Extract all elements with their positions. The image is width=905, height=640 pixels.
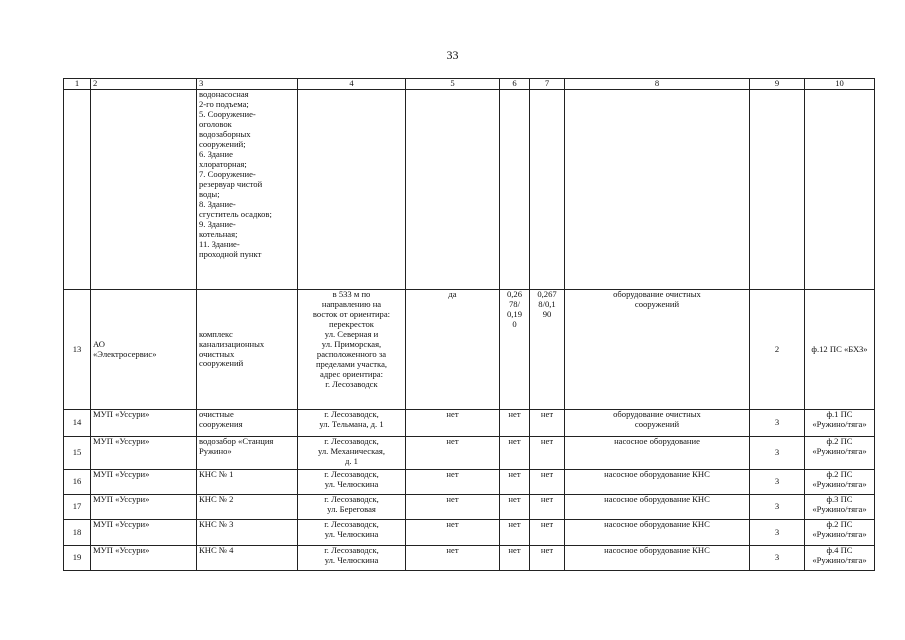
object-cell: КНС № 4 (197, 546, 298, 571)
feeder-cell: ф.3 ПС «Ружино/тяга» (805, 495, 875, 520)
value-cell: нет (500, 546, 530, 571)
object-cell: водозабор «Станция Ружино» (197, 437, 298, 470)
owner-cell: МУП «Уссури» (91, 470, 197, 495)
column-number-row (64, 79, 875, 90)
flag-cell: нет (406, 410, 500, 437)
value-cell: нет (530, 410, 565, 437)
category-cell: 2 (750, 290, 805, 410)
equipment-cell: насосное оборудование (565, 437, 750, 470)
flag-cell: да (406, 290, 500, 410)
row-number: 13 (64, 290, 91, 410)
equipment-cell: оборудование очистных сооружений (565, 290, 750, 410)
value-cell: нет (530, 520, 565, 546)
value-cell: 0,267 8/0,1 90 (530, 290, 565, 410)
column-number: 2 (91, 79, 197, 90)
column-number: 8 (565, 79, 750, 90)
category-cell: 3 (750, 410, 805, 437)
flag-cell: нет (406, 520, 500, 546)
table-row (64, 546, 875, 571)
address-cell: г. Лесозаводск, ул. Челюскина (298, 470, 406, 495)
address-cell: г. Лесозаводск, ул. Механическая, д. 1 (298, 437, 406, 470)
value-cell: нет (530, 470, 565, 495)
column-number: 3 (197, 79, 298, 90)
flag-cell: нет (406, 470, 500, 495)
address-cell: г. Лесозаводск, ул. Челюскина (298, 520, 406, 546)
table-row (64, 290, 875, 410)
value-cell: нет (530, 495, 565, 520)
equipment-cell: насосное оборудование КНС (565, 495, 750, 520)
column-number: 5 (406, 79, 500, 90)
feeder-cell: ф.2 ПС «Ружино/тяга» (805, 520, 875, 546)
value-cell: нет (500, 520, 530, 546)
table-row (64, 470, 875, 495)
equipment-cell: насосное оборудование КНС (565, 546, 750, 571)
value-cell: нет (500, 410, 530, 437)
row-number: 18 (64, 520, 91, 546)
table-row (64, 437, 875, 470)
table-row (64, 410, 875, 437)
continuation-row (64, 90, 875, 290)
category-cell: 3 (750, 437, 805, 470)
value-cell: нет (500, 495, 530, 520)
owner-cell: МУП «Уссури» (91, 410, 197, 437)
feeder-cell: ф.12 ПС «БХЗ» (805, 290, 875, 410)
column-number: 1 (64, 79, 91, 90)
owner-cell: МУП «Уссури» (91, 520, 197, 546)
flag-cell: нет (406, 546, 500, 571)
category-cell: 3 (750, 495, 805, 520)
feeder-cell: ф.4 ПС «Ружино/тяга» (805, 546, 875, 571)
table-row (64, 520, 875, 546)
feeder-cell: ф.1 ПС «Ружино/тяга» (805, 410, 875, 437)
row-number: 14 (64, 410, 91, 437)
data-table (63, 78, 875, 571)
category-cell: 3 (750, 470, 805, 495)
table-body (64, 290, 875, 571)
address-cell: г. Лесозаводск, ул. Челюскина (298, 546, 406, 571)
row-number: 15 (64, 437, 91, 470)
object-cell: очистные сооружения (197, 410, 298, 437)
column-number: 6 (500, 79, 530, 90)
category-cell: 3 (750, 546, 805, 571)
category-cell: 3 (750, 520, 805, 546)
column-number: 10 (805, 79, 875, 90)
flag-cell: нет (406, 495, 500, 520)
owner-cell: МУП «Уссури» (91, 546, 197, 571)
address-cell: г. Лесозаводск, ул. Береговая (298, 495, 406, 520)
value-cell: нет (530, 437, 565, 470)
object-cell: КНС № 1 (197, 470, 298, 495)
equipment-cell: оборудование очистных сооружений (565, 410, 750, 437)
address-cell: г. Лесозаводск, ул. Тельмана, д. 1 (298, 410, 406, 437)
table-row (64, 495, 875, 520)
row-number: 16 (64, 470, 91, 495)
column-number: 9 (750, 79, 805, 90)
object-cell: КНС № 2 (197, 495, 298, 520)
owner-cell: МУП «Уссури» (91, 437, 197, 470)
equipment-cell: насосное оборудование КНС (565, 520, 750, 546)
column-number: 7 (530, 79, 565, 90)
page-number: 33 (446, 48, 459, 62)
address-cell: в 533 м по направлению на восток от ориентира: перекресток ул. Северная и ул. Приморская, расположенного за пределами участка, адрес ориентира: г. Лесозаводск (298, 290, 406, 410)
flag-cell: нет (406, 437, 500, 470)
value-cell: 0,26 78/ 0,19 0 (500, 290, 530, 410)
object-cell: комплекс канализационных очистных сооружений (197, 290, 298, 410)
value-cell: нет (500, 470, 530, 495)
object-cell: водонасосная 2-го подъема; 5. Сооружение- оголовок водозаборных сооружений; 6. Здание хлораторная; 7. Сооружение- резервуар чистой воды; 8. Здание- сгуститель осадков; 9. Здание- котельная; 11. Здание- проходной пункт (197, 90, 298, 290)
value-cell: нет (530, 546, 565, 571)
owner-cell: МУП «Уссури» (91, 495, 197, 520)
feeder-cell: ф.2 ПС «Ружино/тяга» (805, 470, 875, 495)
owner-cell: АО «Электросервис» (91, 290, 197, 410)
feeder-cell: ф.2 ПС «Ружино/тяга» (805, 437, 875, 470)
object-cell: КНС № 3 (197, 520, 298, 546)
column-number: 4 (298, 79, 406, 90)
row-number: 17 (64, 495, 91, 520)
row-number: 19 (64, 546, 91, 571)
equipment-cell: насосное оборудование КНС (565, 470, 750, 495)
value-cell: нет (500, 437, 530, 470)
